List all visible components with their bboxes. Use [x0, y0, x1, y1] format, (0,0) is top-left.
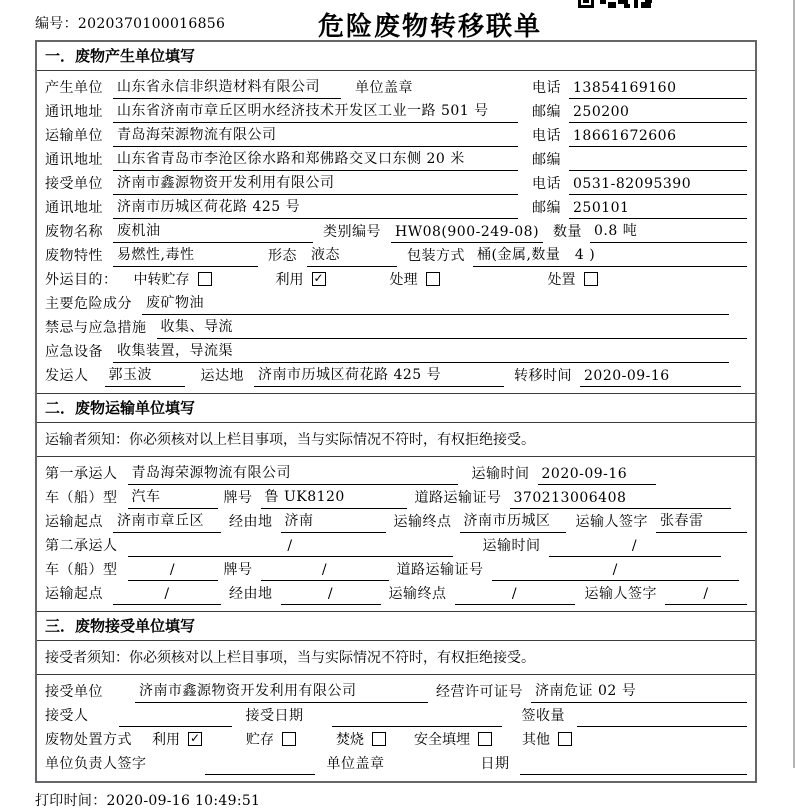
- field-label: 经由地: [229, 586, 273, 602]
- section-note: 接受者须知：你必须核对以上栏目事项，当与实际情况不符时，有权拒绝接受。: [37, 641, 755, 675]
- field-label: 经由地: [229, 514, 273, 530]
- field-value: /: [492, 562, 740, 581]
- field-value: [520, 757, 748, 775]
- field-value: 2020-09-16: [538, 466, 656, 485]
- checkbox-label: 处理: [389, 272, 418, 288]
- field-label: 道路运输证号: [396, 562, 484, 578]
- checkbox-field: [414, 729, 492, 751]
- checkbox-field: [152, 729, 202, 751]
- field-label: 牌号: [223, 562, 253, 578]
- field-value: 郭玉波: [105, 364, 185, 387]
- field-label: 运输起点: [45, 586, 103, 602]
- field-label: 废物处置方式: [45, 732, 132, 748]
- field-value: 山东省济南市章丘区明水经济技术开发区工业一路 501 号: [113, 100, 518, 123]
- field-label: 应急设备: [45, 344, 103, 360]
- field-label: 接受人: [45, 708, 89, 724]
- field-value: /: [261, 562, 389, 581]
- field-value: 山东省青岛市李沧区徐水路和郑佛路交叉口东侧 20 米: [113, 148, 518, 171]
- field-label: 运输终点: [388, 586, 447, 602]
- field-value: 青岛海荣源物流有限公司: [128, 462, 458, 485]
- print-time-label: 打印时间：: [35, 793, 107, 809]
- field-value: HW08(900-249-08): [391, 224, 543, 243]
- form-row: [45, 75, 747, 99]
- form-row: [45, 315, 747, 339]
- field-value: 山东省永信非织造材料有限公司: [113, 76, 341, 99]
- checkbox-label: 安全填埋: [414, 732, 470, 748]
- field-label: 运输单位: [45, 128, 103, 144]
- checkbox-label: 焚烧: [336, 732, 364, 748]
- field-label: 运输人签字: [575, 514, 648, 530]
- field-value: 鲁 UK8120: [261, 486, 407, 509]
- form-row: [45, 339, 747, 363]
- field-label: 产生单位: [45, 80, 103, 96]
- field-value: [205, 757, 315, 775]
- field-value: 13854169160: [569, 80, 747, 99]
- field-value: 济南市历城区荷花路 425 号: [113, 196, 518, 219]
- field-value: [119, 709, 232, 727]
- form-row: [45, 461, 747, 485]
- field-label: 接受单位: [45, 684, 103, 700]
- field-label: 包装方式: [407, 248, 465, 264]
- field-label: 数量: [553, 224, 582, 240]
- form-row: [45, 195, 747, 219]
- checkbox-label: 利用: [275, 272, 304, 288]
- serial-label: 编号：: [35, 16, 78, 32]
- field-value: [569, 153, 747, 171]
- field-value: 0531-82095390: [569, 176, 747, 195]
- form-row: [45, 485, 747, 509]
- field-label: 运输起点: [45, 514, 103, 530]
- page-title: 危险废物转移联单: [318, 12, 543, 42]
- checkbox-field: [522, 729, 572, 751]
- form-row: [45, 703, 747, 727]
- form-row: [45, 557, 747, 581]
- form-row: [45, 509, 747, 533]
- field-label: 邮编: [532, 104, 561, 120]
- field-value: 收集装置，导流渠: [113, 340, 729, 363]
- field-value: 汽车: [128, 486, 218, 509]
- checkbox-field: [246, 729, 296, 751]
- field-value: /: [281, 586, 381, 605]
- field-value: 250200: [569, 104, 747, 123]
- field-value: 收集、导流: [157, 316, 748, 339]
- checkbox-unchecked-icon: [584, 272, 598, 286]
- checkbox-label: 利用: [152, 732, 180, 748]
- form-row: [45, 99, 747, 123]
- field-label: 运输终点: [393, 514, 452, 530]
- field-label: 邮编: [532, 200, 561, 216]
- checkbox-field: [276, 269, 326, 291]
- field-label: 日期: [480, 756, 510, 772]
- field-label: 第二承运人: [45, 538, 118, 554]
- field-label: 接受日期: [245, 708, 304, 724]
- field-value: /: [128, 562, 218, 581]
- field-value: 250101: [569, 200, 747, 219]
- field-label: 经营许可证号: [436, 684, 523, 700]
- checkbox-checked-icon: ✓: [313, 271, 324, 285]
- form-row: [45, 147, 747, 171]
- field-value: 济南市历城区荷花路 425 号: [254, 364, 504, 387]
- field-label: 运达地: [200, 368, 244, 384]
- field-value: 废矿物油: [142, 292, 729, 315]
- field-label: 电话: [532, 176, 561, 192]
- checkbox-label: 贮存: [246, 732, 274, 748]
- field-label: 转移时间: [514, 368, 572, 384]
- field-value: 桶(金属,数量 4 ): [473, 244, 747, 267]
- field-value: /: [455, 586, 575, 605]
- field-value: 济南市章丘区: [113, 510, 221, 533]
- section-rows: [37, 71, 755, 393]
- form-row: [45, 751, 747, 775]
- field-label: 道路运输证号: [414, 490, 502, 506]
- field-label: 车（船）型: [45, 562, 118, 578]
- section-rows: [37, 457, 755, 611]
- form-row: [45, 219, 747, 243]
- field-label: 单位负责人签字: [45, 756, 147, 772]
- form-row: [45, 581, 747, 605]
- field-value: 济南危证 02 号: [531, 680, 747, 703]
- checkbox-field: [336, 729, 386, 751]
- field-value: 370213006408: [510, 490, 732, 509]
- checkbox-unchecked-icon: [426, 272, 440, 286]
- field-value: /: [549, 538, 721, 557]
- form-row: [45, 171, 747, 195]
- field-value: 18661672606: [569, 128, 747, 147]
- field-value: /: [128, 538, 453, 557]
- checkbox-unchecked-icon: [372, 732, 386, 746]
- field-label: 单位盖章: [326, 756, 385, 772]
- field-label: 废物特性: [45, 248, 103, 264]
- form-row: [45, 267, 747, 291]
- field-value: 废机油: [113, 220, 313, 243]
- field-label: 车（船）型: [45, 490, 118, 506]
- manifest-form: [35, 40, 757, 783]
- field-value: 济南市历城区: [460, 510, 566, 533]
- section-heading: 三．废物接受单位填写: [37, 611, 755, 641]
- page-edge-line: [793, 0, 795, 768]
- form-row: [45, 679, 747, 703]
- checkbox-unchecked-icon: [282, 732, 296, 746]
- form-row: [45, 533, 747, 557]
- section-producer: [37, 42, 755, 393]
- field-label: 运输时间: [482, 538, 541, 554]
- field-value: 张春雷: [656, 510, 747, 533]
- field-label: 单位盖章: [355, 80, 413, 96]
- checkbox-label: 中转贮存: [133, 272, 190, 288]
- checkbox-checked-icon: ✓: [189, 731, 201, 745]
- field-label: 外运目的：: [45, 272, 118, 288]
- form-row: [45, 243, 747, 267]
- form-row: [45, 363, 747, 387]
- field-label: 电话: [532, 128, 561, 144]
- field-label: 形态: [268, 248, 297, 264]
- field-value: 易燃性,毒性: [113, 244, 258, 267]
- field-label: 禁忌与应急措施: [45, 320, 147, 336]
- field-label: 牌号: [223, 490, 253, 506]
- serial-number-line: [35, 13, 225, 33]
- field-label: 电话: [532, 80, 561, 96]
- checkbox-field: [548, 269, 598, 291]
- field-value: 0.8 吨: [590, 220, 747, 243]
- qr-code-icon: [578, 0, 654, 9]
- form-row: [45, 123, 747, 147]
- field-label: 类别编号: [323, 224, 381, 240]
- section-heading: 一．废物产生单位填写: [37, 42, 755, 71]
- field-value: [332, 709, 502, 727]
- field-value: 济南市鑫源物资开发利用有限公司: [113, 172, 518, 195]
- field-label: 发运人: [45, 368, 89, 384]
- section-rows: [37, 675, 755, 781]
- field-label: 通讯地址: [45, 104, 103, 120]
- section-transporter: [37, 393, 755, 611]
- field-value: 2020-09-16: [580, 368, 741, 387]
- checkbox-field: [134, 269, 212, 291]
- field-value: 液态: [307, 244, 397, 267]
- serial-number: 2020370100016856: [77, 16, 226, 32]
- checkbox-label: 其他: [522, 732, 550, 748]
- field-value: 青岛海荣源物流有限公司: [113, 124, 518, 147]
- document-header: [0, 0, 796, 40]
- print-time-line: [35, 790, 796, 810]
- field-label: 通讯地址: [45, 200, 103, 216]
- section-heading: 二．废物运输单位填写: [37, 393, 755, 423]
- print-time-value: 2020-09-16 10:49:51: [106, 793, 261, 809]
- checkbox-unchecked-icon: [558, 732, 572, 746]
- field-label: 签收量: [521, 708, 565, 724]
- field-value: /: [665, 586, 747, 605]
- field-label: 第一承运人: [45, 466, 118, 482]
- field-label: 邮编: [532, 152, 561, 168]
- field-label: 废物名称: [45, 224, 103, 240]
- checkbox-unchecked-icon: [478, 732, 492, 746]
- field-label: 运输人签字: [584, 586, 657, 602]
- section-receiver: [37, 611, 755, 781]
- checkbox-label: 处置: [547, 272, 576, 288]
- field-value: /: [113, 586, 221, 605]
- form-row: [45, 727, 747, 751]
- section-note: 运输者须知：你必须核对以上栏目事项，当与实际情况不符时，有权拒绝接受。: [37, 423, 755, 457]
- field-label: 通讯地址: [45, 152, 103, 168]
- field-value: 济南市鑫源物资开发利用有限公司: [135, 680, 428, 703]
- field-value: [577, 709, 747, 727]
- field-label: 运输时间: [471, 466, 530, 482]
- checkbox-field: [390, 269, 440, 291]
- field-label: 主要危险成分: [45, 296, 132, 312]
- field-label: 接受单位: [45, 176, 103, 192]
- checkbox-unchecked-icon: [198, 272, 212, 286]
- field-value: 济南: [281, 510, 386, 533]
- form-row: [45, 291, 747, 315]
